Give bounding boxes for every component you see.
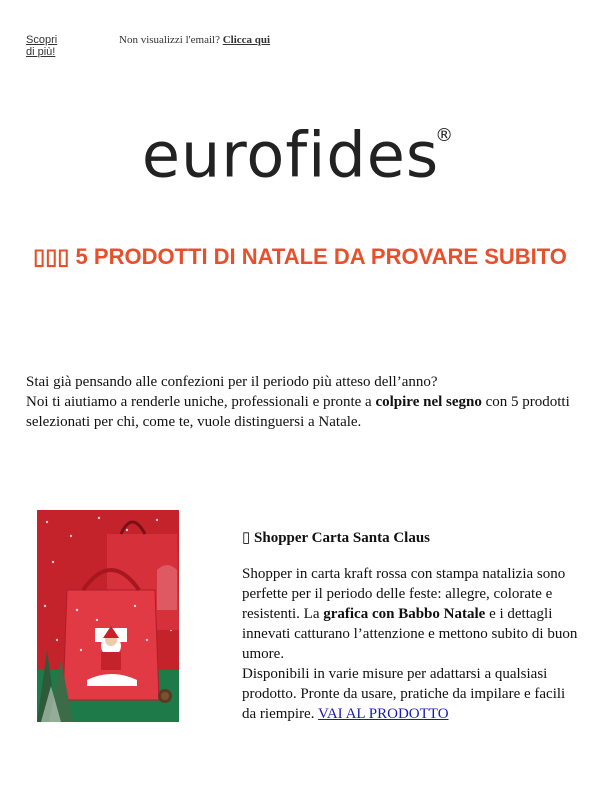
go-to-product-link[interactable]: VAI AL PRODOTTO [317,706,449,722]
product-description [242,528,582,724]
product-title [242,528,582,548]
product-image[interactable] [37,510,179,722]
intro-paragraph [26,372,586,432]
logo-text: eurofides [141,118,440,192]
discover-more-link[interactable]: Scopri di più! [26,34,58,58]
product-desc-paragraph-2: Disponibili in varie misure per adattarsi a qualsiasi prodotto. Pronte da usare, pratiche da impilare e facili da riempire. VAI AL PRODOTTO [242,666,566,722]
headline-text: 5 PRODOTTI DI NATALE DA PROVARE SUBITO [75,244,567,269]
product-desc-emphasis: grafica con Babbo Natale [323,606,486,622]
view-online-notice [119,34,270,46]
eurofides-logo[interactable] [0,110,600,196]
product-emoji-icon: ▯ [242,530,251,546]
intro-line-2: Noi ti aiutiamo a renderle uniche, professionali e pronte a colpire nel segno con 5 prodotti selezionati per chi, come te, vuole distinguersi a Natale. [26,394,570,430]
headline [30,238,570,275]
product-title-text: Shopper Carta Santa Claus [254,530,431,546]
emoji-placeholder-icons: ▯▯▯ [33,244,70,269]
registered-mark: ® [435,125,455,146]
product-desc-paragraph: Shopper in carta kraft rossa con stampa natalizia sono perfette per il periodo delle feste: allegre, colorate e resistenti. La grafica con Babbo Natale e i dettagli innevati catturano l’attenzione e mettono subito di buon umore. [242,566,578,662]
shopper-bag-illustration [37,510,179,722]
click-here-link[interactable]: Clicca qui [222,34,271,46]
intro-emphasis: colpire nel segno [375,394,482,410]
intro-line-1: Stai già pensando alle confezioni per il periodo più atteso dell’anno? [26,374,438,390]
not-seeing-text: Non visualizzi l'email? [119,34,220,46]
